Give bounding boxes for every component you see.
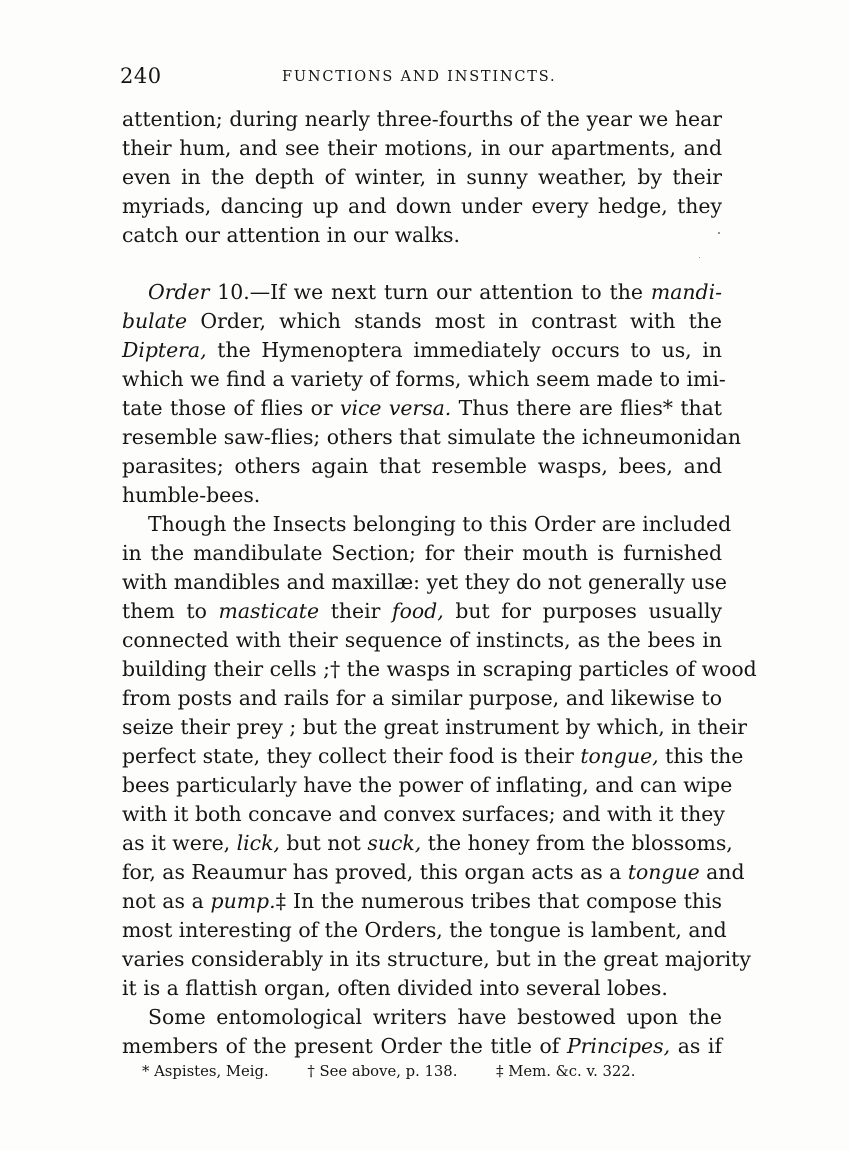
text-line: catch our attention in our walks. bbox=[122, 223, 460, 247]
running-title: FUNCTIONS AND INSTINCTS. bbox=[282, 69, 557, 85]
footnote: * Aspistes, Meig. bbox=[142, 1063, 269, 1080]
italic-text: mandi- bbox=[650, 280, 722, 304]
italic-text: Diptera, bbox=[122, 338, 207, 362]
paragraph-gap bbox=[122, 250, 722, 278]
text-line: even in the depth of winter, in sunny weather, by their bbox=[122, 165, 722, 189]
italic-text: vice versa. bbox=[339, 396, 452, 420]
roman-text: their bbox=[319, 599, 393, 623]
text-line bbox=[122, 278, 722, 307]
text-line: resemble saw-flies; others that simulate the ichneumonidan bbox=[122, 425, 742, 449]
roman-text: them to bbox=[122, 599, 219, 623]
roman-text: but for purposes usually bbox=[443, 599, 722, 623]
text-line: parasites; others again that resemble wasps, bees, and bbox=[122, 454, 722, 478]
body-text bbox=[122, 105, 757, 1061]
roman-text: perfect state, they collect their food is their bbox=[122, 744, 581, 768]
footnote: ‡ Mem. &c. v. 322. bbox=[496, 1063, 636, 1080]
roman-text: Thus there are flies* that bbox=[451, 396, 722, 420]
text-line: seize their prey ; but the great instrument by which, in their bbox=[122, 715, 748, 739]
page-number: 240 bbox=[120, 64, 162, 88]
text-line: Some entomological writers have bestowed upon the bbox=[148, 1005, 722, 1029]
text-line bbox=[122, 742, 744, 771]
paper-speck bbox=[699, 257, 700, 258]
text-line: building their cells ;† the wasps in scraping particles of wood bbox=[122, 657, 757, 681]
text-line: with it both concave and convex surfaces; and with it they bbox=[122, 802, 725, 826]
italic-text: masticate bbox=[218, 599, 320, 623]
roman-text: this the bbox=[658, 744, 744, 768]
text-line: Though the Insects belonging to this Order are included bbox=[148, 512, 732, 536]
text-line bbox=[122, 336, 722, 365]
roman-text: 10.—If we next turn our attention to the bbox=[209, 280, 651, 304]
italic-text: Order bbox=[148, 280, 210, 304]
italic-text: lick, bbox=[236, 831, 280, 855]
roman-text: ‡ In the numerous tribes that compose this bbox=[275, 889, 722, 913]
text-line bbox=[122, 1032, 722, 1061]
text-line: varies considerably in its structure, but in the great majority bbox=[122, 947, 751, 971]
paragraph-3 bbox=[122, 510, 757, 1003]
text-line: attention; during nearly three-fourths of the year we hear bbox=[122, 107, 722, 131]
roman-text: but not bbox=[279, 831, 368, 855]
text-line: myriads, dancing up and down under every hedge, they bbox=[122, 194, 722, 218]
paragraph-1 bbox=[122, 105, 722, 250]
roman-text: members of the present Order the title of bbox=[122, 1034, 567, 1058]
roman-text: as it were, bbox=[122, 831, 237, 855]
text-line: bees particularly have the power of inflating, and can wipe bbox=[122, 773, 733, 797]
text-line: connected with their sequence of instincts, as the bees in bbox=[122, 628, 722, 652]
footnote: † See above, p. 138. bbox=[307, 1063, 458, 1080]
paragraph-2 bbox=[122, 278, 742, 510]
text-line: their hum, and see their motions, in our apartments, and bbox=[122, 136, 722, 160]
italic-text: tongue, bbox=[580, 744, 659, 768]
roman-text: and bbox=[699, 860, 745, 884]
text-line: with mandibles and maxillæ: yet they do not generally use bbox=[122, 570, 727, 594]
italic-text: food, bbox=[392, 599, 444, 623]
text-line: it is a flattish organ, often divided into several lobes. bbox=[122, 976, 668, 1000]
italic-text: pump. bbox=[210, 889, 276, 913]
footnotes bbox=[142, 1060, 742, 1084]
running-head bbox=[120, 62, 720, 92]
text-line bbox=[122, 858, 745, 887]
text-line bbox=[122, 394, 722, 423]
roman-text: Order, which stands most in contrast with the bbox=[187, 309, 722, 333]
italic-text: suck, bbox=[367, 831, 422, 855]
roman-text: the honey from the blossoms, bbox=[421, 831, 733, 855]
text-line: most interesting of the Orders, the tongue is lambent, and bbox=[122, 918, 727, 942]
roman-text: for, as Reaumur has proved, this organ acts as a bbox=[122, 860, 628, 884]
italic-text: Principes, bbox=[566, 1034, 671, 1058]
italic-text: bulate bbox=[122, 309, 188, 333]
text-line: in the mandibulate Section; for their mouth is furnished bbox=[122, 541, 722, 565]
roman-text: not as a bbox=[122, 889, 211, 913]
paper-speck bbox=[718, 232, 720, 234]
italic-text: tongue bbox=[627, 860, 700, 884]
text-line: which we find a variety of forms, which seem made to imi- bbox=[122, 367, 726, 391]
text-line: humble-bees. bbox=[122, 483, 261, 507]
text-line bbox=[122, 597, 722, 626]
text-line bbox=[122, 829, 733, 858]
roman-text: tate those of flies or bbox=[122, 396, 340, 420]
text-line bbox=[122, 307, 722, 336]
roman-text: the Hymenoptera immediately occurs to us, in bbox=[206, 338, 722, 362]
paragraph-4 bbox=[122, 1003, 722, 1061]
text-line bbox=[122, 887, 722, 916]
text-line: from posts and rails for a similar purpose, and likewise to bbox=[122, 686, 722, 710]
roman-text: as if bbox=[670, 1034, 722, 1058]
